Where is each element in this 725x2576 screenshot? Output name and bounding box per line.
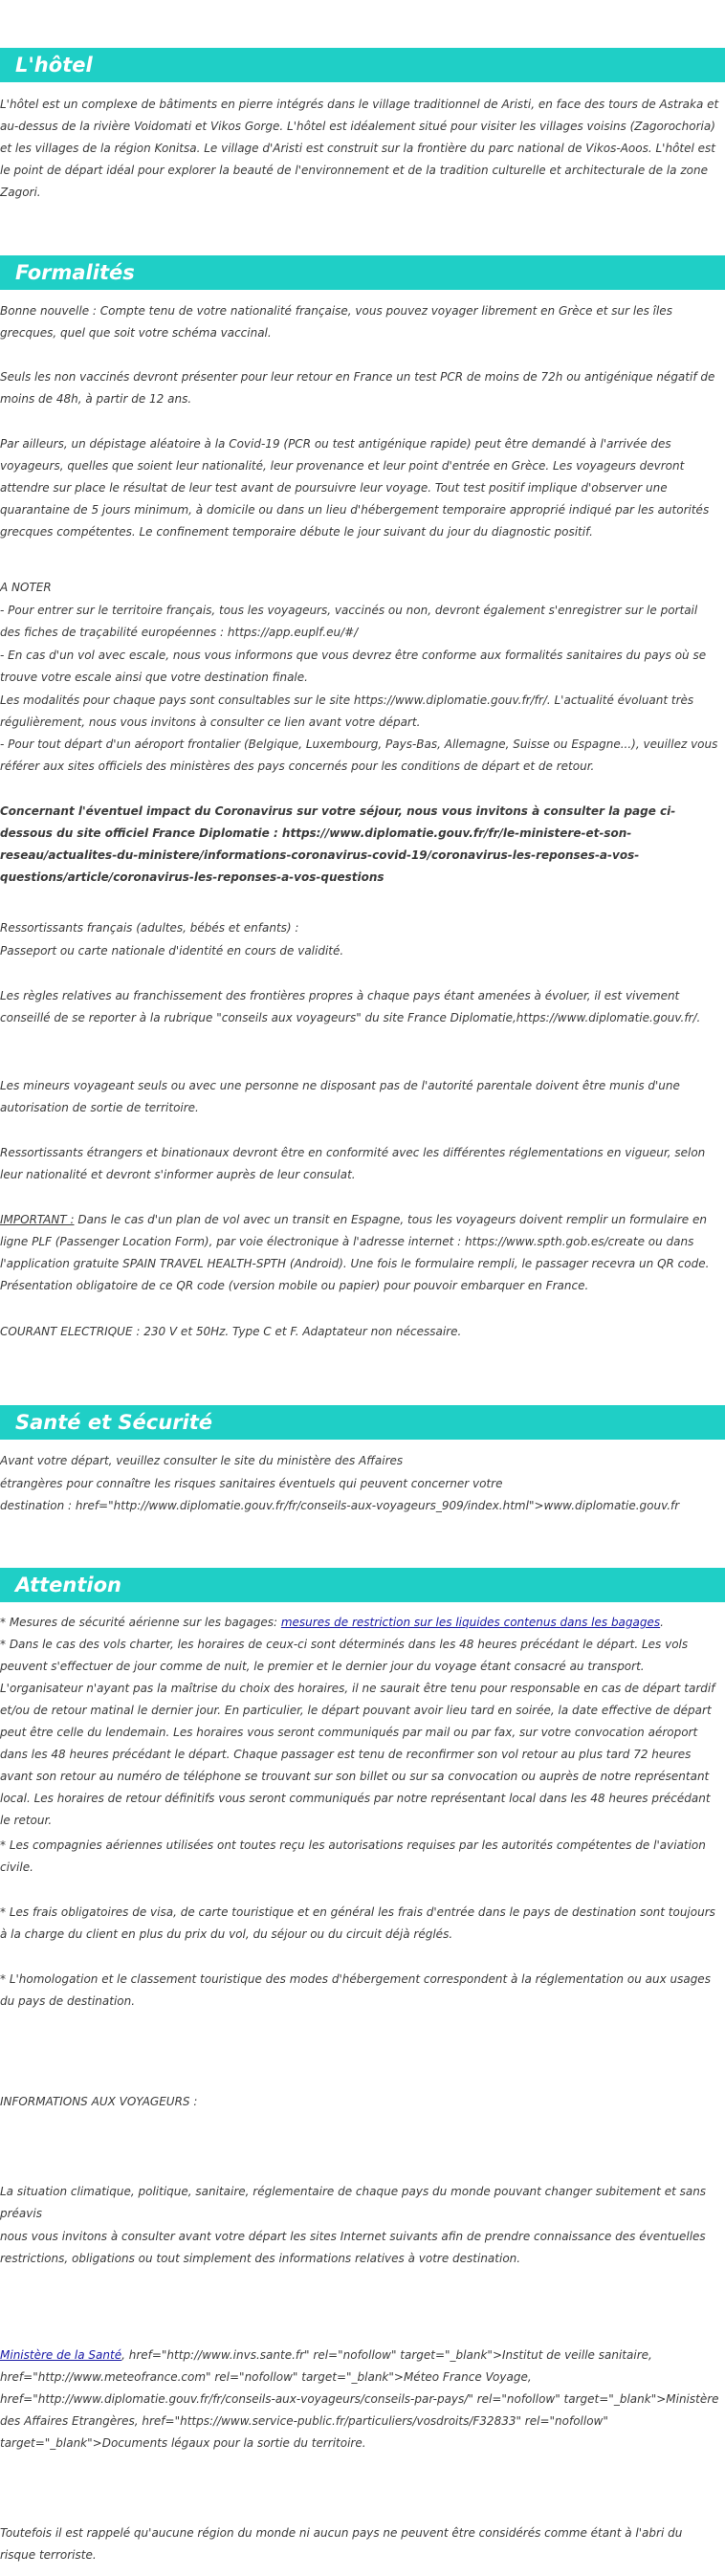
important-label: IMPORTANT : <box>0 1213 75 1226</box>
section-title: L'hôtel <box>15 54 93 77</box>
section-header-formalites <box>0 255 725 290</box>
paragraph: Ressortissants étrangers et binationaux devront être en conformité avec les différentes réglementations en vigueur, selon leur nationalité et devront s'informer auprès de leur consulat. <box>0 1146 706 1181</box>
note-item: - En cas d'un vol avec escale, nous vous informons que vous devrez être conforme aux formalités sanitaires du pays où se trouve votre escale ainsi que votre destination finale. <box>0 649 707 684</box>
section-title: Formalités <box>15 261 135 284</box>
section-header-hotel <box>0 48 725 82</box>
note-item: - Pour tout départ d'un aéroport frontalier (Belgique, Luxembourg, Pays-Bas, Allemagne, Suisse ou Espagne...), veuillez vous référer aux sites officiels des ministères des pays concernés pour les conditions de départ et de retour. <box>0 738 718 773</box>
paragraph-line: Avant votre départ, veuillez consulter le site du ministère des Affaires <box>0 1454 404 1467</box>
paragraph: Ressortissants français (adultes, bébés et enfants) : <box>0 921 299 935</box>
attention-item <box>0 1612 719 1634</box>
paragraph: COURANT ELECTRIQUE : 230 V et 50Hz. Type C et F. Adaptateur non nécessaire. <box>0 1325 462 1338</box>
important-text: Dans le cas d'un plan de vol avec un transit en Espagne, tous les voyageurs doivent remplir un formulaire en ligne PLF (Passenger Location Form), par voie électronique à l'adresse internet : https://www.spth.gob.es/create ou dans l'application gratuite SPAIN TRAVEL HEALTH-SPTH (Android). Une fois le formulaire rempli, le passager recevra un QR code. Présentation obligatoire de ce QR code (version mobile ou papier) pour pouvoir embarquer en France. <box>0 1213 710 1292</box>
paragraph: Les mineurs voyageant seuls ou avec une personne ne disposant pas de l'autorité parentale doivent être munis d'une autorisation de sortie de territoire. <box>0 1079 680 1114</box>
text: * Mesures de sécurité aérienne sur les bagages: <box>0 1616 281 1629</box>
note-item: Les modalités pour chaque pays sont consultables sur le site https://www.diplomatie.gouv.fr/fr/. L'actualité évoluant très régulièrement, nous vous invitons à consulter ce lien avant votre départ. <box>0 694 694 729</box>
liquids-restriction-link[interactable]: mesures de restriction sur les liquides contenus dans les bagages <box>280 1616 661 1629</box>
ministere-sante-link[interactable]: Ministère de la Santé <box>0 2348 122 2362</box>
paragraph-line: étrangères pour connaître les risques sanitaires éventuels qui peuvent concerner votre <box>0 1477 503 1490</box>
info-heading: INFORMATIONS AUX VOYAGEURS : <box>0 2095 198 2108</box>
text: , href="http://www.invs.sante.fr" rel="nofollow" target="_blank">Institut de veille sanitaire, href="http://www.meteofrance.com" rel="nofollow" target="_blank">Méteo France Voyage, href="http://www.diplomatie.gouv.fr/fr/conseils-aux-voyageurs/conseils-par-pays/" rel="nofollow" target="_blank">Ministère des Affaires Etrangères, href="https://www.service-public.fr/particuliers/vosdroits/F32833" rel="nofollow" target="_blank">Documents légaux pour la sortie du territoire. <box>0 2348 719 2450</box>
paragraph: nous vous invitons à consulter avant votre départ les sites Internet suivants afin de prendre connaissance des éventuelles restrictions, obligations ou tout simplement des informations relatives à votre destination. <box>0 2230 706 2265</box>
attention-item: * Les frais obligatoires de visa, de carte touristique et en général les frais d'entrée dans le pays de destination sont toujours à la charge du client en plus du prix du vol, du séjour ou du circuit déjà réglés. <box>0 1905 715 1941</box>
important-paragraph <box>0 1209 719 1297</box>
paragraph: Seuls les non vaccinés devront présenter pour leur retour en France un test PCR de moins de 72h ou antigénique négatif de moins de 48h, à partir de 12 ans. <box>0 370 715 406</box>
text: . <box>660 1616 664 1629</box>
attention-item: * Dans le cas des vols charter, les horaires de ceux-ci sont déterminés dans les 48 heures précédant le départ. Les vols peuvent s'effectuer de jour comme de nuit, le premier et le dernier jour du voyage étant consacré au transport. L'organisateur n'ayant pas la maîtrise du choix des horaires, il ne saurait être tenu pour responsable en cas de départ tardif et/ou de retour matinal le dernier jour. En particulier, le départ pouvant avoir lieu tard en soirée, la date effective de départ peut être celle du lendemain. Les horaires vous seront communiqués par mail ou par fax, sur votre convocation aéroport dans les 48 heures précédant le départ. Chaque passager est tenu de reconfirmer son vol retour au plus tard 72 heures avant son retour au numéro de téléphone se trouvant sur son billet ou sur sa convocation ou auprès de notre représentant local. Les horaires de retour définitifs vous seront communiqués par notre représentant local dans les 48 heures précédant le retour. <box>0 1638 715 1827</box>
paragraph-line: destination : href="http://www.diplomatie.gouv.fr/fr/conseils-aux-voyageurs_909/index.html">www.diplomatie.gouv.fr <box>0 1499 680 1512</box>
paragraph: Passeport ou carte nationale d'identité en cours de validité. <box>0 944 344 958</box>
attention-item: * L'homologation et le classement touristique des modes d'hébergement correspondent à la réglementation ou aux usages du pays de destination. <box>0 1972 711 2008</box>
paragraph: Bonne nouvelle : Compte tenu de votre nationalité française, vous pouvez voyager librement en Grèce et sur les îles grecques, quel que soit votre schéma vaccinal. <box>0 304 672 340</box>
paragraph: La situation climatique, politique, sanitaire, réglementaire de chaque pays du monde pouvant changer subitement et sans préavis <box>0 2185 707 2220</box>
section-header-attention <box>0 1568 725 1602</box>
links-paragraph <box>0 2345 719 2455</box>
section-title: Santé et Sécurité <box>15 1411 213 1434</box>
paragraph: Par ailleurs, un dépistage aléatoire à la Covid-19 (PCR ou test antigénique rapide) peut être demandé à l'arrivée des voyageurs, quelles que soient leur nationalité, leur provenance et leur point d'entrée en Grèce. Les voyageurs devront attendre sur place le résultat de leur test avant de poursuivre leur voyage. Tout test positif implique d'observer une quarantaine de 5 jours minimum, à domicile ou dans un lieu d'hébergement temporaire approprié indiqué par les autorités grecques compétentes. Le confinement temporaire débute le jour suivant du jour du diagnostic positif. <box>0 437 710 539</box>
attention-item: * Les compagnies aériennes utilisées ont toutes reçu les autorisations requises par les autorités compétentes de l'aviation civile. <box>0 1838 706 1874</box>
coronavirus-notice: Concernant l'éventuel impact du Coronavirus sur votre séjour, nous vous invitons à consulter la page ci-dessous du site officiel France Diplomatie : https://www.diplomatie.gouv.fr/fr/le-ministere-et-son-reseau/actualites-du-ministere/informations-coronavirus-covid-19/coronavirus-les-reponses-a-vos-questions/article/coronavirus-les-reponses-a-vos-questions <box>0 804 676 884</box>
section-header-sante <box>0 1405 725 1440</box>
hotel-description: L'hôtel est un complexe de bâtiments en pierre intégrés dans le village traditionnel de Aristi, en face des tours de Astraka et au-dessus de la rivière Voidomati et Vikos Gorge. L'hôtel est idéalement situé pour visiter les villages voisins (Zagorochoria) et les villages de la région Konitsa. Le village d'Aristi est construit sur la frontière du parc national de Vikos-Aoos. L'hôtel est le point de départ idéal pour explorer la beauté de l'environnement et de la tradition culturelle et architecturale de la zone Zagori. <box>0 98 719 199</box>
paragraph: Toutefois il est rappelé qu'aucune région du monde ni aucun pays ne peuvent être considérés comme étant à l'abri du risque terroriste. <box>0 2526 683 2562</box>
note-title: A NOTER <box>0 581 52 594</box>
section-title: Attention <box>15 1574 121 1596</box>
paragraph: Les règles relatives au franchissement des frontières propres à chaque pays étant amenées à évoluer, il est vivement conseillé de se reporter à la rubrique "conseils aux voyageurs" du site France Diplomatie,https://www.diplomatie.gouv.fr/. <box>0 989 701 1024</box>
note-item: - Pour entrer sur le territoire français, tous les voyageurs, vaccinés ou non, devront également s'enregistrer sur le portail des fiches de traçabilité européennes : https://app.euplf.eu/#/ <box>0 604 698 639</box>
